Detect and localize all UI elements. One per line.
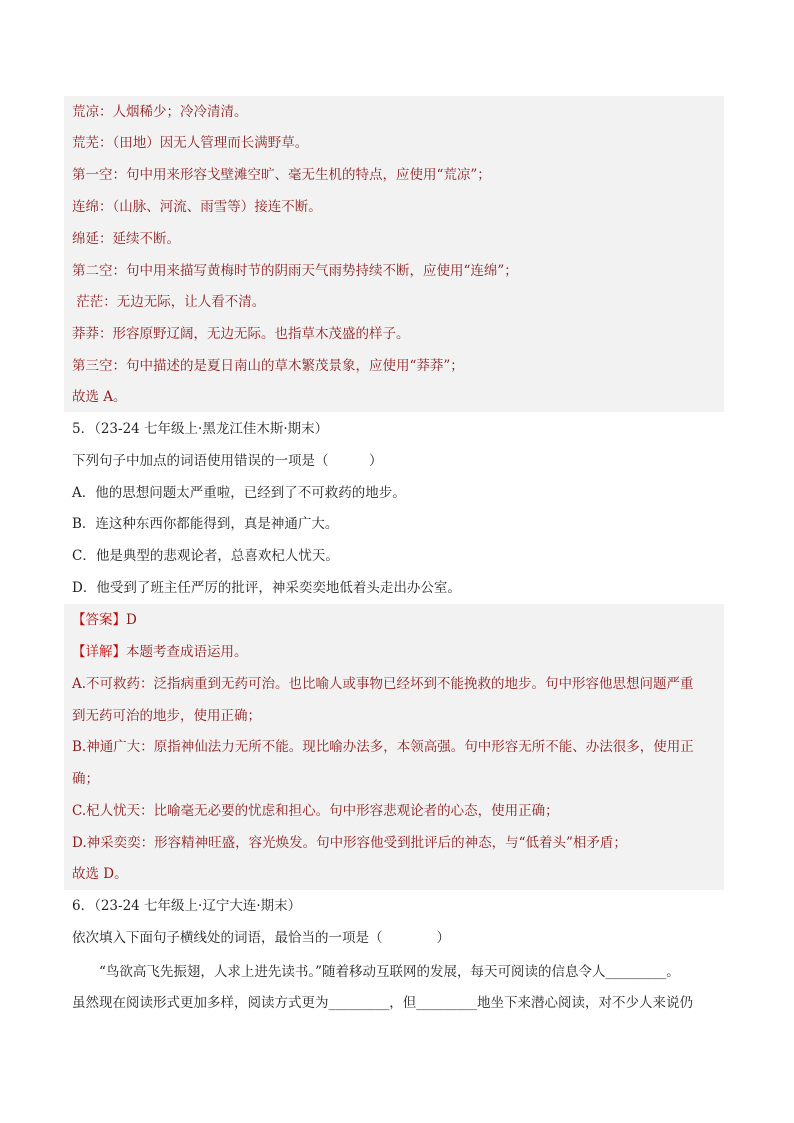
explanation-line: 莽莽：形容原野辽阔，无边无际。也指草木茂盛的样子。 (72, 326, 410, 342)
question-5-source: 5．（23-24 七年级上·黑龙江佳木斯·期末） (72, 421, 329, 437)
explanation-line: 荒凉：人烟稀少；冷冷清清。 (72, 104, 248, 120)
question-6-passage-line-2: 虽然现在阅读形式更加多样，阅读方式更为_________，但_________地坐下来潜心阅读，对不少人来说仍 (72, 995, 693, 1011)
question-5-option-d: D．他受到了班主任严厉的批评，神采奕奕地低着头走出办公室。 (72, 580, 461, 596)
question-5-stem: 下列句子中加点的词语使用错误的一项是（ ） (72, 453, 383, 469)
detail-line: 到无药可治的地步，使用正确； (72, 708, 261, 724)
question-5-answer (72, 610, 724, 630)
detail-line: C.杞人忧天：比喻毫无必要的忧虑和担心。句中形容悲观论者的心态，使用正确； (72, 803, 559, 819)
detail-tag: 【详解】 (72, 644, 126, 660)
detail-line: D.神采奕奕：形容精神旺盛，容光焕发。句中形容他受到批评后的神态，与“低着头”相矛盾； (72, 835, 627, 851)
detail-intro: 本题考查成语运用。 (126, 644, 248, 660)
question-6-passage-line-1: “鸟欲高飞先振翅，人求上进先读书。”随着移动互联网的发展，每天可阅读的信息令人_________。 (72, 964, 680, 980)
question-6-stem: 依次填入下面句子横线处的词语，最恰当的一项是（ ） (72, 930, 450, 946)
detail-line: A.不可救药：泛指病重到无药可治。也比喻人或事物已经坏到不能挽救的地步。句中形容他思想问题严重 (72, 676, 694, 692)
detail-line: B.神通广大：原指神仙法力无所不能。现比喻办法多，本领高强。句中形容无所不能、办法很多，使用正 (72, 739, 694, 755)
detail-line: 故选 D。 (72, 866, 128, 882)
explanation-line: 第二空：句中用来描写黄梅时节的阴雨天气雨势持续不断，应使用“连绵”； (72, 263, 518, 279)
explanation-line: 荒芜：（田地）因无人管理而长满野草。 (72, 135, 309, 151)
answer-value: D (126, 612, 137, 628)
question-5-detail-intro (72, 642, 724, 662)
explanation-line: 绵延：延续不断。 (72, 231, 180, 247)
explanation-line: 第三空：句中描述的是夏日南山的草木繁茂景象，应使用“莽莽”； (72, 358, 464, 374)
explanation-line: 茫茫：无边无际，让人看不清。 (72, 294, 266, 310)
answer-tag: 【答案】 (72, 612, 126, 628)
question-5-option-b: B．连这种东西你都能得到，真是神通广大。 (72, 516, 339, 532)
explanation-line: 连绵：（山脉、河流、雨雪等）接连不断。 (72, 199, 322, 215)
explanation-line: 故选 A。 (72, 389, 127, 405)
question-5-option-c: C．他是典型的悲观论者，总喜欢杞人忧天。 (72, 548, 339, 564)
detail-line: 确； (72, 771, 99, 787)
question-5-option-a: A．他的思想问题太严重啦，已经到了不可救药的地步。 (72, 485, 406, 501)
explanation-line: 第一空：句中用来形容戈壁滩空旷、毫无生机的特点，应使用“荒凉”； (72, 167, 491, 183)
question-6-source: 6．（23-24 七年级上·辽宁大连·期末） (72, 898, 302, 914)
